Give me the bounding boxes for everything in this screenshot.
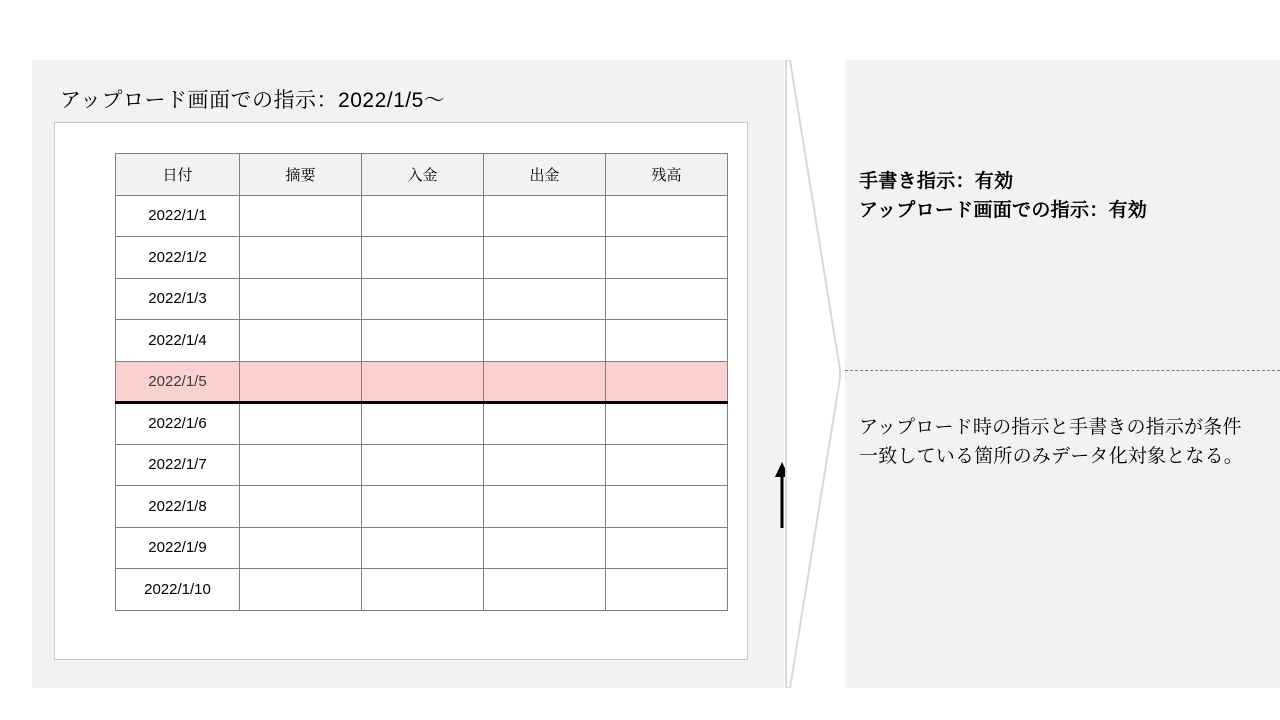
- cell-deposit[interactable]: [362, 444, 484, 486]
- table-row[interactable]: [116, 403, 728, 445]
- right-panel-body-text: アップロード時の指示と手書きの指示が条件一致している箇所のみデータ化対象となる。: [859, 417, 1244, 468]
- cell-date[interactable]: 2022/1/10: [116, 569, 240, 611]
- table-row[interactable]: [116, 486, 728, 528]
- cell-summary[interactable]: [240, 486, 362, 528]
- cell-summary[interactable]: [240, 444, 362, 486]
- heading-upload-instruction: アップロード画面での指示：有効: [859, 199, 1148, 221]
- cell-summary[interactable]: [240, 237, 362, 279]
- ledger-sheet: [54, 122, 748, 660]
- table-row[interactable]: [116, 569, 728, 611]
- cell-withdrawal[interactable]: [484, 527, 606, 569]
- cell-withdrawal[interactable]: [484, 195, 606, 237]
- cell-withdrawal[interactable]: [484, 320, 606, 362]
- table-row[interactable]: [116, 237, 728, 279]
- cell-date[interactable]: 2022/1/9: [116, 527, 240, 569]
- cell-deposit[interactable]: [362, 569, 484, 611]
- left-panel-title: アップロード画面での指示：2022/1/5〜: [60, 89, 446, 112]
- cell-deposit[interactable]: [362, 320, 484, 362]
- table-row[interactable]: [116, 444, 728, 486]
- ledger-table-body: [116, 195, 728, 610]
- table-row[interactable]: [116, 361, 728, 403]
- cell-date[interactable]: 2022/1/6: [116, 403, 240, 445]
- cell-summary[interactable]: [240, 569, 362, 611]
- cell-withdrawal[interactable]: [484, 278, 606, 320]
- cell-withdrawal[interactable]: [484, 237, 606, 279]
- cell-balance[interactable]: [606, 361, 728, 403]
- column-header-summary: 摘要: [240, 154, 362, 196]
- cell-balance[interactable]: [606, 527, 728, 569]
- table-header-row: [116, 154, 728, 196]
- table-row[interactable]: [116, 527, 728, 569]
- table-row[interactable]: [116, 320, 728, 362]
- column-header-withdrawal: 出金: [484, 154, 606, 196]
- cell-summary[interactable]: [240, 403, 362, 445]
- cell-deposit[interactable]: [362, 361, 484, 403]
- cell-balance[interactable]: [606, 569, 728, 611]
- cell-withdrawal[interactable]: [484, 403, 606, 445]
- cell-deposit[interactable]: [362, 403, 484, 445]
- cell-withdrawal[interactable]: [484, 444, 606, 486]
- cell-summary[interactable]: [240, 278, 362, 320]
- cell-balance[interactable]: [606, 278, 728, 320]
- cell-deposit[interactable]: [362, 278, 484, 320]
- column-header-date: 日付: [116, 154, 240, 196]
- cell-date[interactable]: 2022/1/1: [116, 195, 240, 237]
- cell-deposit[interactable]: [362, 527, 484, 569]
- cell-balance[interactable]: [606, 444, 728, 486]
- cell-date[interactable]: 2022/1/8: [116, 486, 240, 528]
- cell-withdrawal[interactable]: [484, 569, 606, 611]
- cell-summary[interactable]: [240, 195, 362, 237]
- column-header-deposit: 入金: [362, 154, 484, 196]
- cell-date[interactable]: 2022/1/7: [116, 444, 240, 486]
- cell-balance[interactable]: [606, 403, 728, 445]
- column-header-balance: 残高: [606, 154, 728, 196]
- table-row[interactable]: [116, 278, 728, 320]
- cell-balance[interactable]: [606, 237, 728, 279]
- cell-date[interactable]: 2022/1/5: [116, 361, 240, 403]
- cell-balance[interactable]: [606, 195, 728, 237]
- cell-deposit[interactable]: [362, 486, 484, 528]
- cell-balance[interactable]: [606, 486, 728, 528]
- right-panel: [845, 60, 1280, 688]
- table-row[interactable]: [116, 195, 728, 237]
- dashed-divider: [845, 370, 1280, 371]
- right-panel-heading: [859, 168, 1147, 225]
- cell-summary[interactable]: [240, 361, 362, 403]
- cell-date[interactable]: 2022/1/4: [116, 320, 240, 362]
- cell-date[interactable]: 2022/1/2: [116, 237, 240, 279]
- divider-ribbon: [780, 60, 850, 688]
- cell-summary[interactable]: [240, 527, 362, 569]
- cell-date[interactable]: 2022/1/3: [116, 278, 240, 320]
- cell-withdrawal[interactable]: [484, 361, 606, 403]
- left-panel: [32, 60, 784, 688]
- cell-summary[interactable]: [240, 320, 362, 362]
- cell-deposit[interactable]: [362, 195, 484, 237]
- heading-handwritten-instruction: 手書き指示：有効: [859, 171, 1014, 192]
- ledger-table: [115, 153, 728, 611]
- cell-balance[interactable]: [606, 320, 728, 362]
- cell-withdrawal[interactable]: [484, 486, 606, 528]
- cell-deposit[interactable]: [362, 237, 484, 279]
